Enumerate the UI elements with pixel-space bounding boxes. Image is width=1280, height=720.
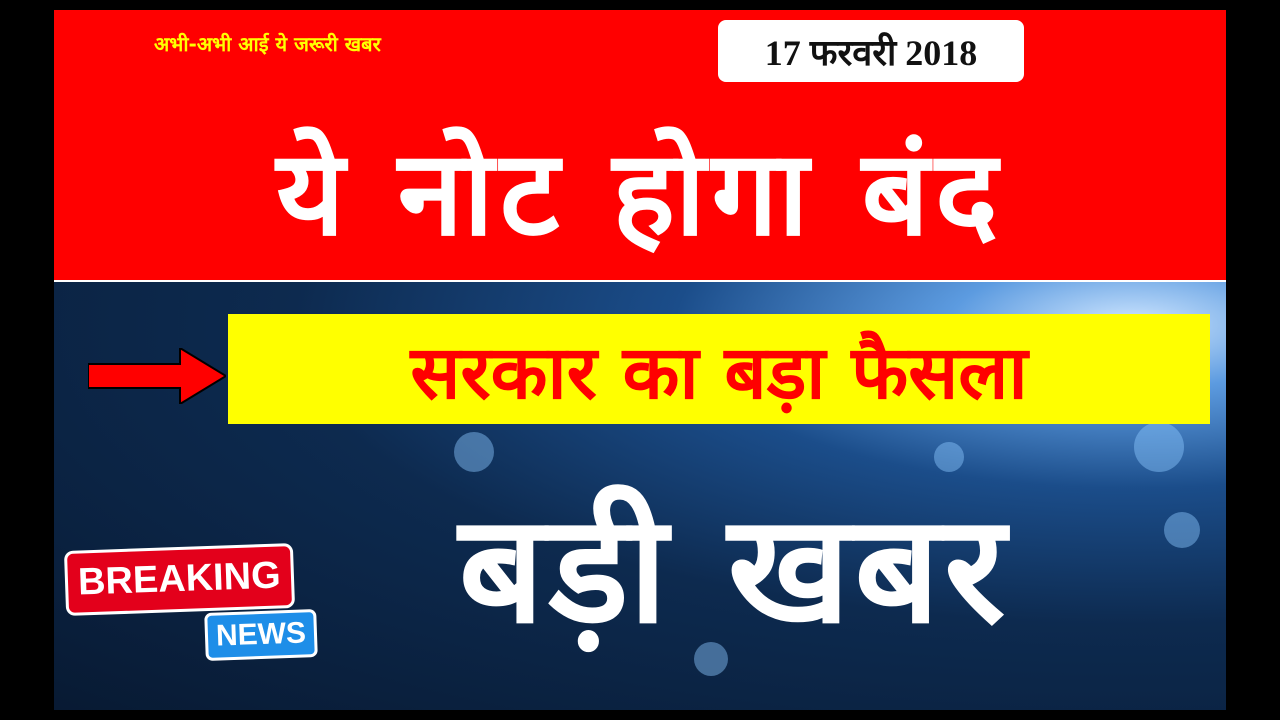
big-news-title: बड़ी खबर [458,483,1010,657]
breaking-label: BREAKING [67,546,292,613]
subheadline-text: सरकार का बड़ा फैसला [410,329,1028,416]
news-label: NEWS [207,612,314,658]
thumbnail-frame [54,10,1226,710]
main-headline: ये नोट होगा बंद [276,123,1004,262]
breaking-news-badge [68,550,307,660]
top-red-band [54,10,1226,280]
subheadline-banner [228,314,1210,424]
arrow-right-icon [88,348,226,404]
date-text: 17 फरवरी 2018 [764,32,978,73]
date-badge [718,20,1024,82]
kicker-text: अभी-अभी आई ये जरूरी खबर [154,32,381,56]
